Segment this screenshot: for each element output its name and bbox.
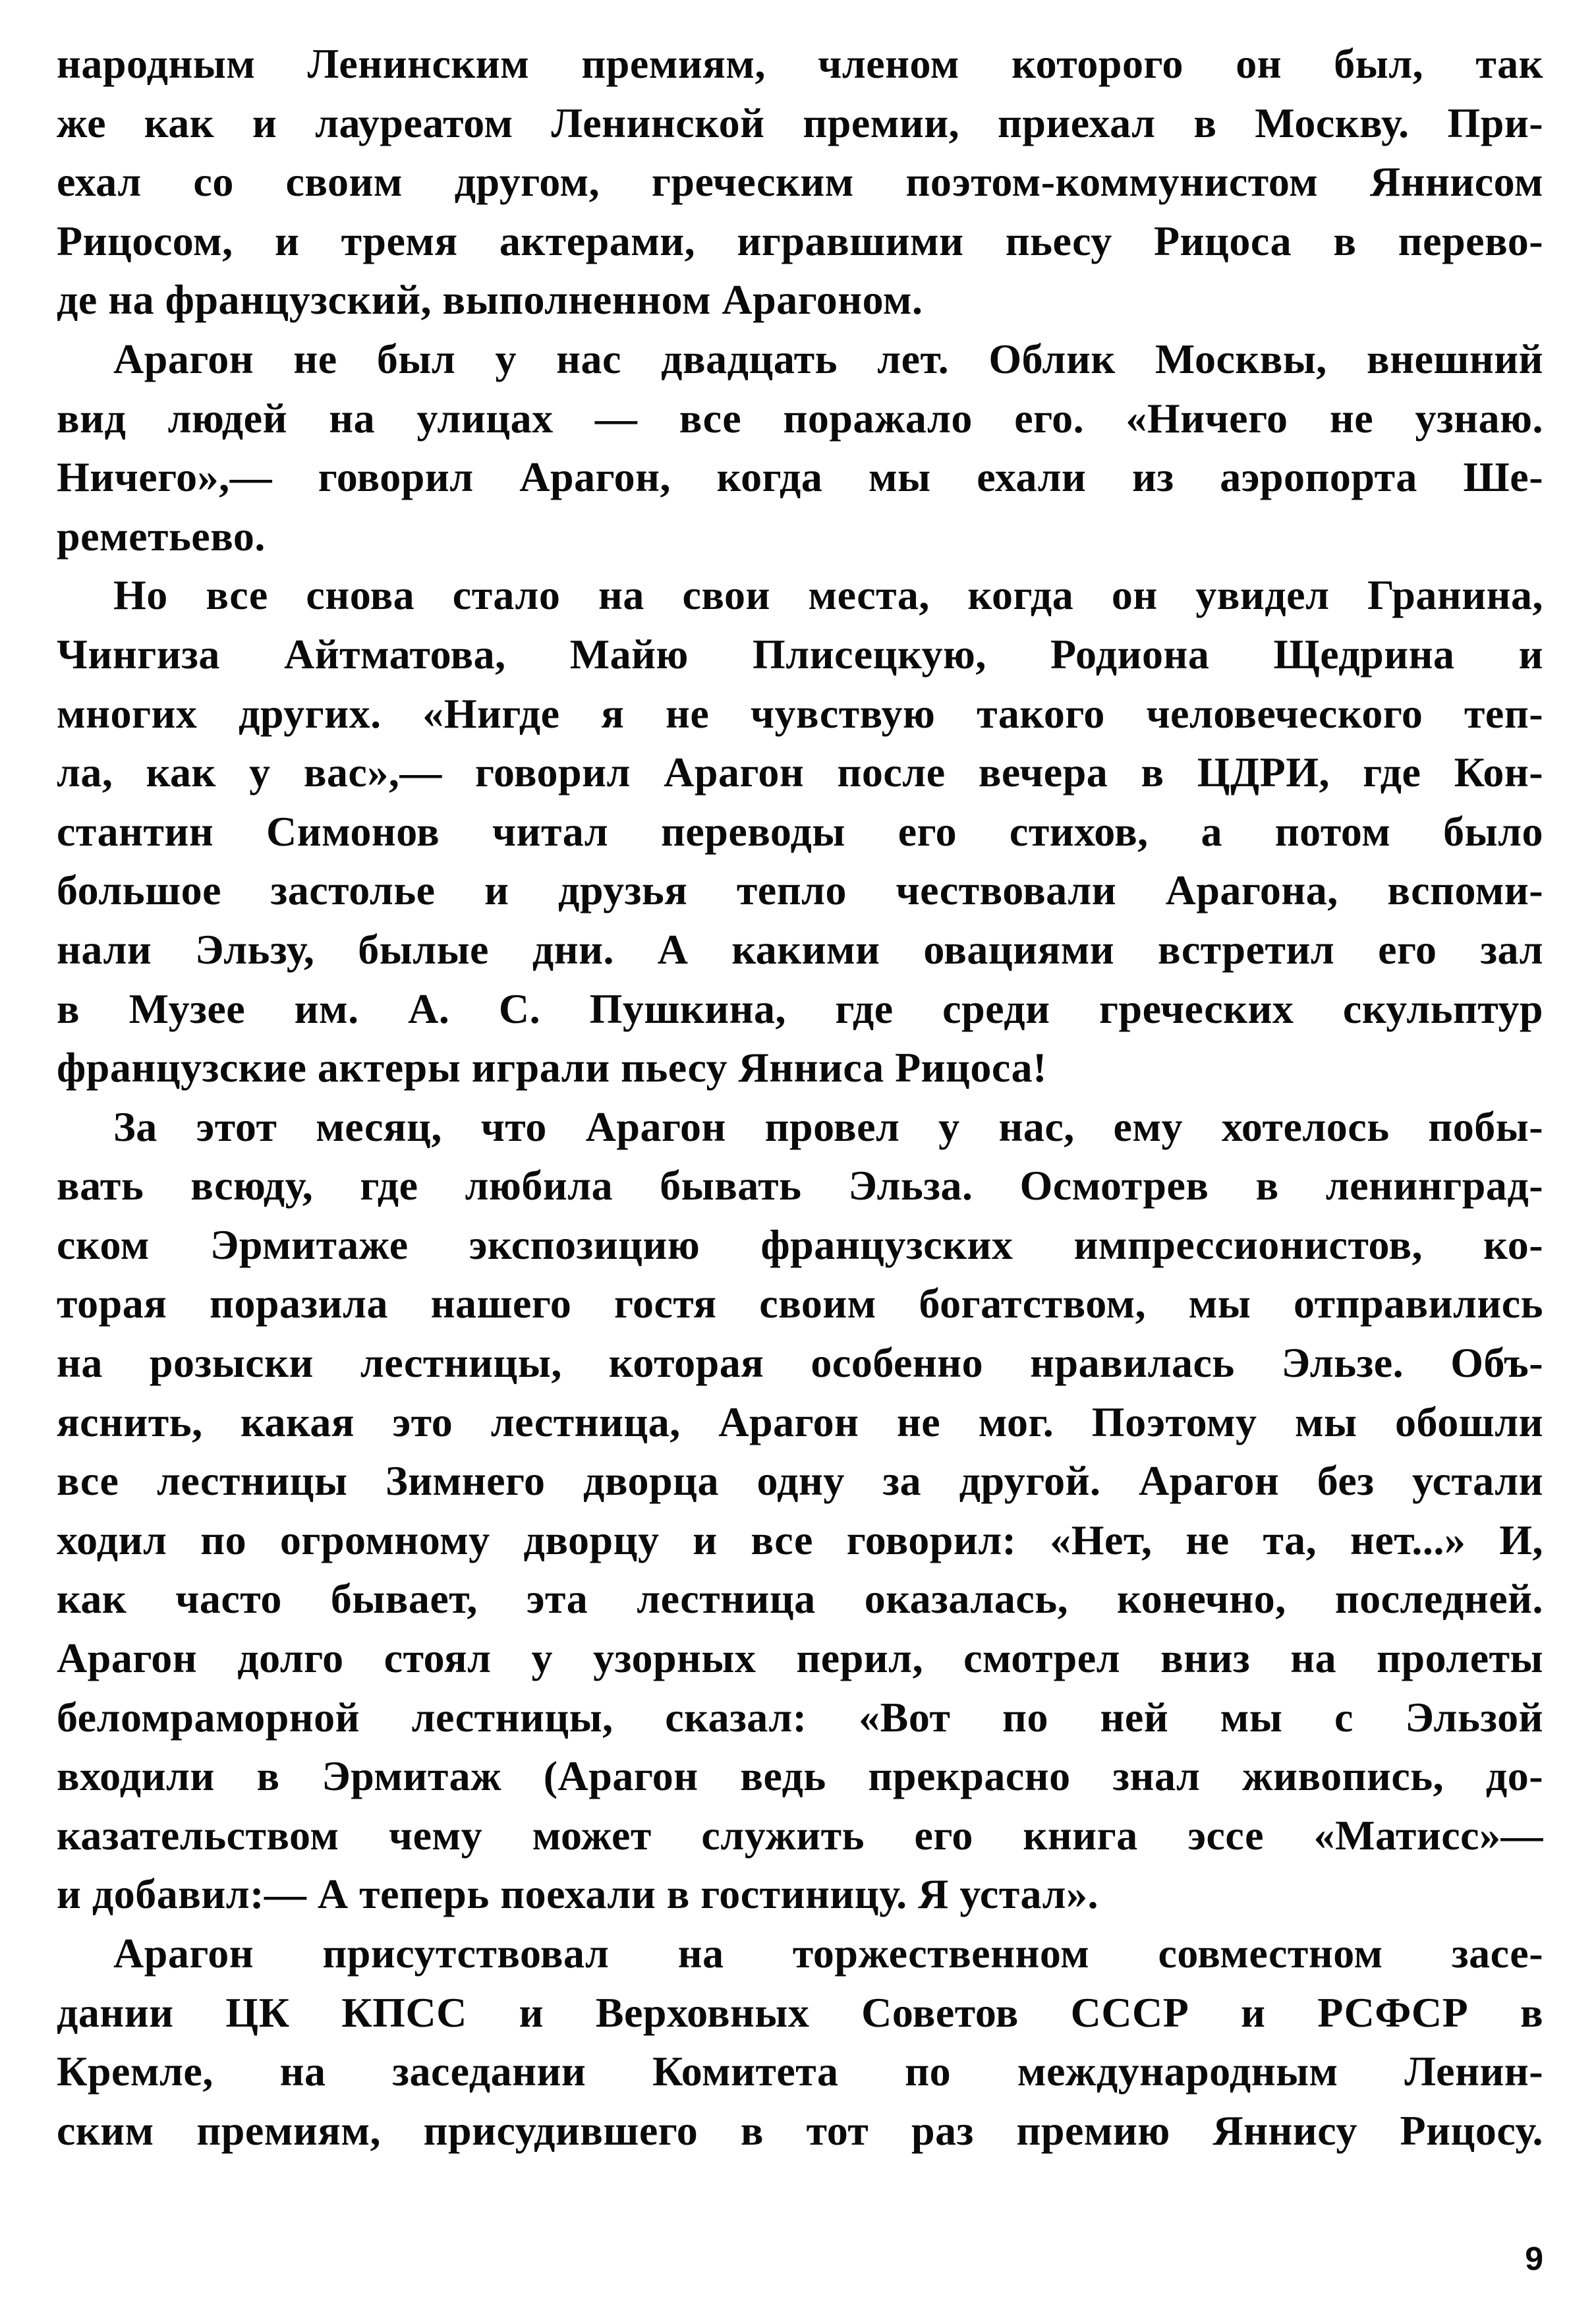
text-line: беломраморной лестницы, сказал: «Вот по ней мы с Эльзой bbox=[57, 1693, 1543, 1741]
text-line: в Музее им. А. С. Пушкина, где среди греческих скульптур bbox=[57, 985, 1543, 1032]
paragraph bbox=[57, 565, 1543, 1097]
paragraph bbox=[57, 330, 1543, 565]
text-line: торая поразила нашего гостя своим богатством, мы отправились bbox=[57, 1280, 1543, 1327]
text-line: ла, как у вас»,— говорил Арагон после вечера в ЦДРИ, где Кон- bbox=[57, 749, 1543, 796]
text-line: на розыски лестницы, которая особенно нравилась Эльзе. Объ- bbox=[57, 1339, 1543, 1387]
text-line: все лестницы Зимнего дворца одну за другой. Арагон без устали bbox=[57, 1457, 1543, 1505]
text-line: реметьево. bbox=[57, 512, 266, 560]
text-line: Арагон долго стоял у узорных перил, смотрел вниз на пролеты bbox=[57, 1635, 1543, 1682]
text-line: Арагон присутствовал на торжественном совместном засе- bbox=[113, 1930, 1543, 1977]
text-line: За этот месяц, что Арагон провел у нас, ему хотелось побы- bbox=[113, 1103, 1543, 1150]
text-line: Кремле, на заседании Комитета по международным Ленин- bbox=[57, 2048, 1543, 2095]
text-line: вид людей на улицах — все поражало его. «Ничего не узнаю. bbox=[57, 394, 1543, 442]
text-line: яснить, какая это лестница, Арагон не мог. Поэтому мы обошли bbox=[57, 1398, 1543, 1445]
paragraph bbox=[57, 34, 1543, 330]
text-line: Чингиза Айтматова, Майю Плисецкую, Родиона Щедрина и bbox=[57, 630, 1543, 678]
text-line: нали Эльзу, былые дни. А какими овациями встретил его зал bbox=[57, 925, 1543, 973]
text-line: Арагон не был у нас двадцать лет. Облик Москвы, внешний bbox=[113, 335, 1543, 382]
text-line: и добавил:— А теперь поехали в гостиницу. Я устал». bbox=[57, 1870, 1098, 1918]
text-line: ходил по огромному дворцу и все говорил: «Нет, не та, нет...» И, bbox=[57, 1516, 1543, 1563]
text-line: народным Ленинским премиям, членом которого он был, так bbox=[57, 40, 1543, 87]
page-number: 9 bbox=[1525, 2240, 1543, 2277]
text-line: входили в Эрмитаж (Арагон ведь прекрасно знал живопись, до- bbox=[57, 1752, 1543, 1800]
text-line: стантин Симонов читал переводы его стихов, а потом было bbox=[57, 807, 1543, 855]
paragraph bbox=[57, 1097, 1543, 1924]
text-line: ским премиям, присудившего в тот раз премию Яннису Рицосу. bbox=[57, 2106, 1543, 2154]
text-line: Рицосом, и тремя актерами, игравшими пьесу Рицоса в перево- bbox=[57, 217, 1543, 264]
text-line: Но все снова стало на свои места, когда он увидел Гранина, bbox=[113, 571, 1543, 619]
text-line: французские актеры играли пьесу Янниса Рицоса! bbox=[57, 1044, 1047, 1091]
text-line: де на французский, выполненном Арагоном. bbox=[57, 276, 923, 324]
text-line: же как и лауреатом Ленинской премии, приехал в Москву. При- bbox=[57, 99, 1543, 146]
text-line: казательством чему может служить его книга эссе «Матисс»— bbox=[57, 1811, 1543, 1859]
text-line: Ничего»,— говорил Арагон, когда мы ехали из аэропорта Ше- bbox=[57, 453, 1543, 501]
text-line: дании ЦК КПСС и Верховных Советов СССР и РСФСР в bbox=[57, 1988, 1543, 2036]
text-line: ском Эрмитаже экспозицию французских импрессионистов, ко- bbox=[57, 1221, 1543, 1268]
text-line: как часто бывает, эта лестница оказалась, конечно, последней. bbox=[57, 1575, 1543, 1623]
text-line: большое застолье и друзья тепло чествовали Арагона, вспоми- bbox=[57, 867, 1543, 914]
text-line: ехал со своим другом, греческим поэтом-коммунистом Яннисом bbox=[57, 158, 1543, 206]
text-line: многих других. «Нигде я не чувствую такого человеческого теп- bbox=[57, 689, 1543, 737]
text-line: вать всюду, где любила бывать Эльза. Осмотрев в ленинград- bbox=[57, 1162, 1543, 1209]
body-text bbox=[57, 34, 1543, 2160]
paragraph bbox=[57, 1924, 1543, 2160]
